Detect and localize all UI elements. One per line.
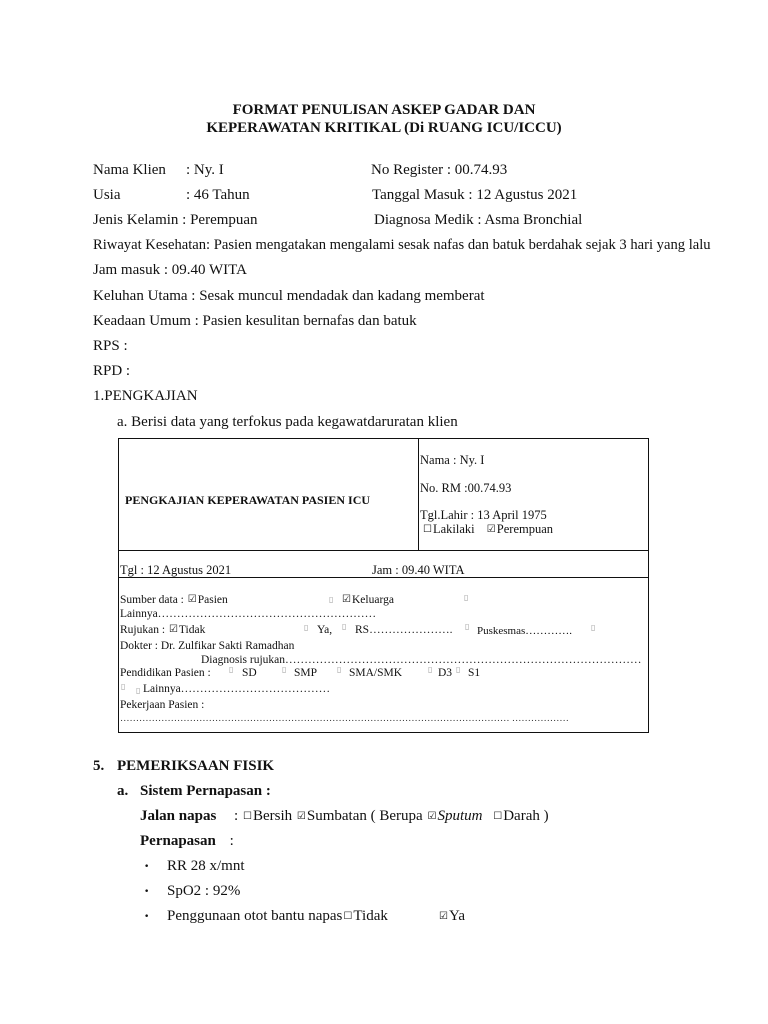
pernapasan-colon: : [229,833,234,849]
rujukan-ya-label: Ya, [317,624,333,636]
table-divider-1 [118,550,648,551]
lakilaki-checkbox-icon[interactable]: ☐ [423,524,432,535]
no-register: No Register : 00.74.93 [371,162,508,178]
rujukan-rs: RS…………………. [355,624,453,636]
pendidikan-label: Pendidikan Pasien : [120,667,211,679]
keluhan-utama: Keluhan Utama : Sesak muncul mendadak dan kadang memberat [93,288,485,304]
usia-label: Usia [93,187,121,203]
darah-label: Darah ) [503,808,549,824]
pendidikan-smp: SMP [294,667,318,679]
otot-tidak-label: Tidak [353,908,388,924]
jalan-napas-row [140,808,549,825]
keluarga-label: Keluarga [352,594,394,606]
pekerjaan-dots: …………………………………………………………………………………………………………… ……………… [120,714,569,724]
placeholder-glyph-icon: ▯ [428,665,433,674]
gender-options [422,522,553,537]
rujukan-tidak-label: Tidak [178,624,206,636]
bersih-label: Bersih [252,808,293,824]
otot-tidak-checkbox-icon[interactable]: ☐ [343,911,353,922]
form-tgl: Tgl : 12 Agustus 2021 [120,563,232,577]
sumber-data-label: Sumber data : [120,594,184,606]
pengkajian-heading: 1.PENGKAJIAN [93,388,198,404]
usia-value: : 46 Tahun [186,187,250,203]
placeholder-glyph-icon: ▯ [591,623,596,632]
placeholder-glyph-icon: ▯ [121,682,126,691]
form-nama: Nama : Ny. I [420,453,485,467]
lakilaki-label: Lakilaki [433,522,475,536]
bullet-icon: • [144,912,150,922]
pendidikan-s1: S1 [468,667,481,679]
bersih-checkbox-icon[interactable]: ☐ [242,811,252,822]
placeholder-glyph-icon: ▯ [342,622,347,631]
sumber-data-row [120,594,228,606]
bullet-rr: RR 28 x/mnt [167,858,245,874]
pendidikan-sd: SD [242,667,257,679]
jalan-napas-label: Jalan napas [140,808,217,824]
form-no-rm: No. RM :00.74.93 [420,481,512,495]
bullet-spo2: SpO2 : 92% [167,883,241,899]
diagnosis-rujukan: Diagnosis rujukan………………………………………………………………………………… [201,654,642,666]
placeholder-glyph-icon: ▯ [337,665,342,674]
placeholder-glyph-icon: ▯ [464,593,469,602]
nama-klien-value: : Ny. I [186,162,224,178]
dokter: Dokter : Dr. Zulfikar Sakti Ramadhan [120,640,295,652]
pendidikan-lainnya: Lainnya………………………………… [143,683,331,695]
jenis-kelamin: Jenis Kelamin : Perempuan [93,212,258,228]
sistem-pernapasan-number: a. [117,783,129,799]
perempuan-checkbox-checked-icon[interactable]: ☑ [486,524,496,535]
perempuan-label: Perempuan [496,522,554,536]
fisik-heading: PEMERIKSAAN FISIK [117,758,275,774]
document-title-line2: KEPERAWATAN KRITIKAL (Di RUANG ICU/ICCU) [206,120,562,136]
rujukan-puskesmas: Puskesmas…………. [477,625,573,637]
jalan-napas-colon: : [234,808,239,824]
keluarga-checkbox-checked-icon[interactable]: ☑ [342,594,351,605]
placeholder-glyph-icon: ▯ [304,623,309,632]
riwayat-kesehatan: Riwayat Kesehatan: Pasien mengatakan mengalami sesak nafas dan batuk berdahak sejak 3 hari yang lalu [93,237,711,253]
pasien-label: Pasien [197,594,228,606]
placeholder-glyph-icon: ▯ [282,665,287,674]
darah-checkbox-icon[interactable]: ☐ [493,811,503,822]
keadaan-umum: Keadaan Umum : Pasien kesulitan bernafas dan batuk [93,313,417,329]
form-tgl-lahir: Tgl.Lahir : 13 April 1975 [420,508,547,522]
sumbatan-checkbox-checked-icon[interactable]: ☑ [296,811,306,822]
document-title-line1: FORMAT PENULISAN ASKEP GADAR DAN [232,102,536,118]
rpd: RPD : [93,363,131,379]
form-jam: Jam : 09.40 WITA [372,563,465,577]
pengkajian-sub-a: a. Berisi data yang terfokus pada kegawatdaruratan klien [117,414,458,430]
tidak-checkbox-checked-icon[interactable]: ☑ [168,624,178,635]
pernapasan-label: Pernapasan [140,833,216,849]
placeholder-glyph-icon: ▯ [456,665,461,674]
bullet-otot-bantu: Penggunaan otot bantu napas [167,908,343,924]
rujukan-row [120,624,205,636]
pendidikan-sma: SMA/SMK [349,667,403,679]
otot-ya-checkbox-checked-icon[interactable]: ☑ [439,911,448,922]
diagnosa-medik: Diagnosa Medik : Asma Bronchial [374,212,583,228]
otot-bantu-row [167,908,388,925]
pekerjaan-label: Pekerjaan Pasien : [120,699,205,711]
jam-masuk: Jam masuk : 09.40 WITA [93,262,247,278]
form-header-title: PENGKAJIAN KEPERAWATAN PASIEN ICU [125,493,371,507]
pasien-checkbox-checked-icon[interactable]: ☑ [187,594,197,605]
bullet-icon: • [144,862,150,872]
sumbatan-label: Sumbatan ( Berupa [306,808,423,824]
sistem-pernapasan-heading: Sistem Pernapasan : [140,783,271,799]
otot-ya-label: Ya [449,908,465,924]
otot-ya-option [438,908,465,925]
pendidikan-d3: D3 [438,667,453,679]
placeholder-glyph-icon: ▯ [329,595,334,604]
fisik-heading-number: 5. [93,758,105,774]
placeholder-glyph-icon: ▯ [136,686,141,695]
table-divider-vertical [418,438,419,550]
keluarga-option [341,594,394,606]
sputum-checkbox-checked-icon[interactable]: ☑ [427,811,437,822]
sputum-label: Sputum [437,808,483,824]
placeholder-glyph-icon: ▯ [229,665,234,674]
bullet-icon: • [144,887,150,897]
tanggal-masuk: Tanggal Masuk : 12 Agustus 2021 [372,187,578,203]
nama-klien-label: Nama Klien [93,162,166,178]
placeholder-glyph-icon: ▯ [465,622,470,631]
rps: RPS : [93,338,128,354]
sumber-lainnya: Lainnya………………………………………………… [120,608,377,620]
rujukan-label: Rujukan : [120,624,166,636]
pernapasan-row [140,833,234,850]
